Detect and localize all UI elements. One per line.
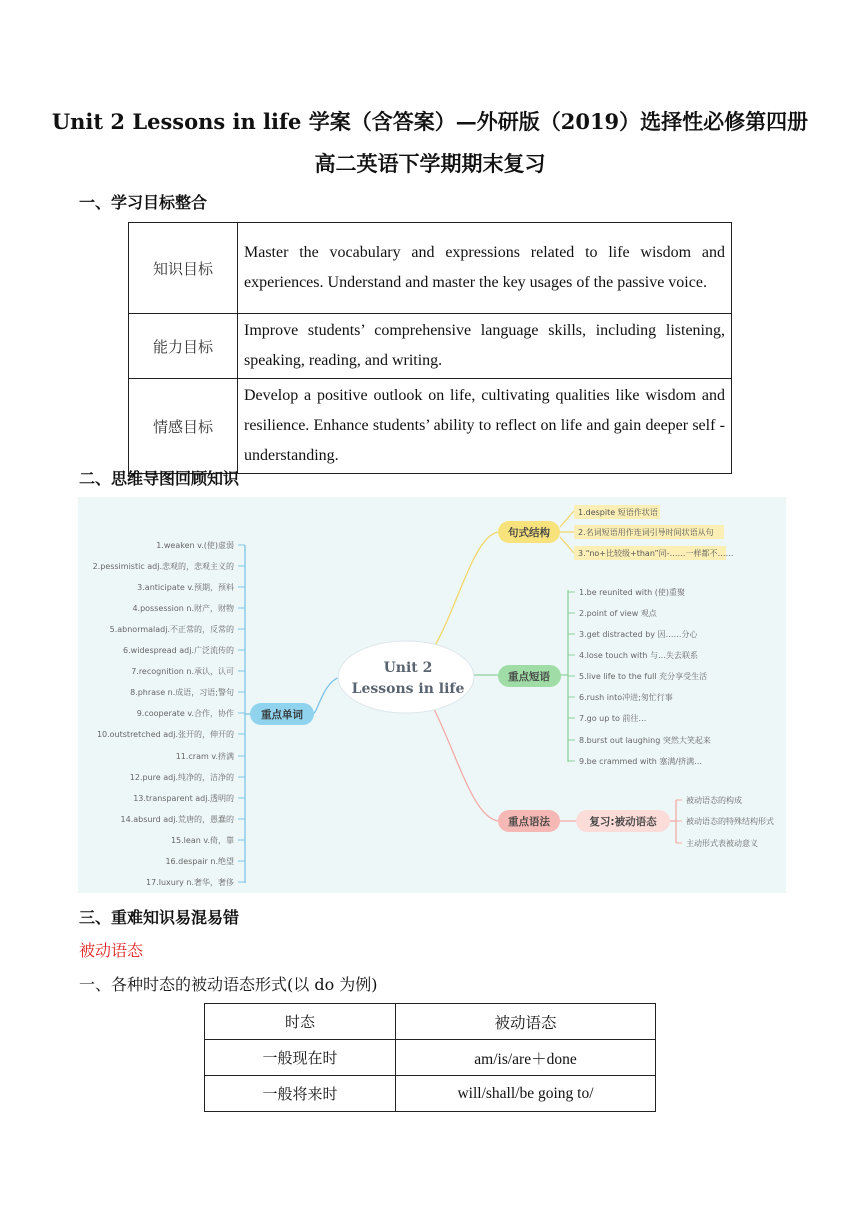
goal-row bbox=[129, 379, 732, 474]
sentence-item: 3.“no+比较级+than”同-……一样都不…… bbox=[578, 549, 734, 558]
vocab-item: 2.pessimistic adj.悲观的，悲观主义的 bbox=[92, 562, 234, 571]
center-node bbox=[338, 641, 474, 713]
vocab-item: 11.cram v.挤满 bbox=[175, 752, 234, 761]
grammar-sub-label: 复习:被动语态 bbox=[589, 816, 657, 828]
vocab-label: 重点单词 bbox=[261, 709, 303, 721]
vocab-item: 14.absurd adj.荒唐的，愚蠢的 bbox=[120, 815, 234, 824]
grammar-label: 重点语法 bbox=[508, 816, 550, 828]
center-subtitle: Lessons in life bbox=[351, 681, 465, 697]
phrase-item: 4.lose touch with 与…失去联系 bbox=[579, 651, 699, 660]
vocab-item: 10.outstretched adj.张开的，伸开的 bbox=[96, 730, 234, 739]
table-header: 时态 bbox=[205, 1004, 396, 1040]
goal-row bbox=[129, 314, 732, 379]
vocab-item: 15.lean v.倚，靠 bbox=[170, 836, 234, 845]
doc-title-line2: 高二英语下学期期末复习 bbox=[314, 151, 546, 176]
vocab-item: 4.possession n.财产，财物 bbox=[132, 604, 234, 613]
tense-forms-heading: 一、各种时态的被动语态形式(以 do 为例) bbox=[79, 975, 378, 994]
sentence-item: 1.despite 短语作状语 bbox=[578, 508, 658, 517]
phrase-item: 8.burst out laughing 突然大笑起来 bbox=[579, 736, 711, 745]
section2-heading: 二、思维导图回顾知识 bbox=[79, 469, 240, 488]
table-cell: 一般现在时 bbox=[205, 1040, 396, 1076]
table-row bbox=[205, 1004, 656, 1040]
section3-heading: 三、重难知识易混易错 bbox=[79, 908, 240, 927]
grammar-item: 被动语态的特殊结构形式 bbox=[686, 817, 774, 826]
goal-row bbox=[129, 223, 732, 314]
vocab-item: 9.cooperate v.合作，协作 bbox=[136, 709, 234, 718]
vocab-item: 3.anticipate v.预期，预料 bbox=[137, 583, 234, 592]
goal-label: 知识目标 bbox=[129, 223, 238, 314]
goal-text: Improve students’ comprehensive language skills, including listening, speaking, reading, and writing. bbox=[238, 314, 732, 379]
table-row bbox=[205, 1040, 656, 1076]
passive-voice-heading: 被动语态 bbox=[79, 941, 144, 960]
table-cell: 一般将来时 bbox=[205, 1076, 396, 1112]
goal-text: Master the vocabulary and expressions related to life wisdom and experiences. Understand and master the key usages of the passive voice. bbox=[238, 223, 732, 314]
vocab-item: 12.pure adj.纯净的，洁净的 bbox=[129, 773, 234, 782]
doc-title-line1: Unit 2 Lessons in life 学案（含答案）—外研版（2019）选择性必修第四册 bbox=[51, 109, 809, 134]
sentence-item: 2.名词短语用作连词引导时间状语从句 bbox=[578, 528, 714, 537]
grammar-item: 主动形式表被动意义 bbox=[686, 839, 758, 848]
vocab-item: 6.widespread adj.广泛流传的 bbox=[123, 646, 234, 655]
phrase-item: 1.be reunited with (使)重聚 bbox=[579, 588, 686, 597]
phrase-item: 7.go up to 前往… bbox=[579, 714, 647, 723]
goal-label: 情感目标 bbox=[129, 379, 238, 474]
vocab-item: 13.transparent adj.透明的 bbox=[133, 794, 234, 803]
tense-table bbox=[204, 1003, 656, 1112]
table-cell: will/shall/be going to/ bbox=[396, 1076, 656, 1112]
phrase-label: 重点短语 bbox=[508, 671, 550, 683]
section1-heading: 一、学习目标整合 bbox=[79, 193, 208, 212]
table-header: 被动语态 bbox=[396, 1004, 656, 1040]
mind-map bbox=[78, 497, 786, 893]
phrase-item: 9.be crammed with 塞满/挤满… bbox=[579, 757, 703, 766]
table-row bbox=[205, 1076, 656, 1112]
phrase-item: 2.point of view 观点 bbox=[579, 609, 657, 618]
vocab-item: 16.despair n.绝望 bbox=[165, 857, 234, 866]
vocab-item: 5.abnormaladj.不正常的，反常的 bbox=[109, 625, 234, 634]
sentence-label: 句式结构 bbox=[508, 527, 550, 539]
goal-text: Develop a positive outlook on life, cultivating qualities like wisdom and resilience. Enhance students’ ability to reflect on life and gain deeper self - understanding. bbox=[238, 379, 732, 474]
phrase-item: 5.live life to the full 充分享受生活 bbox=[579, 672, 708, 681]
phrase-item: 3.get distracted by 因……分心 bbox=[579, 630, 698, 639]
vocab-item: 1.weaken v.(使)虚弱 bbox=[156, 541, 234, 550]
center-title: Unit 2 bbox=[383, 660, 433, 676]
phrase-item: 6.rush into冲进;匆忙行事 bbox=[579, 693, 673, 702]
vocab-item: 17.luxury n.奢华，奢侈 bbox=[146, 878, 234, 887]
goal-label: 能力目标 bbox=[129, 314, 238, 379]
grammar-item: 被动语态的构成 bbox=[686, 796, 742, 805]
table-cell: am/is/are＋done bbox=[396, 1040, 656, 1076]
vocab-item: 7.recognition n.承认，认可 bbox=[131, 667, 234, 676]
vocab-item: 8.phrase n.成语，习语;警句 bbox=[130, 688, 234, 697]
goals-table bbox=[128, 222, 732, 474]
